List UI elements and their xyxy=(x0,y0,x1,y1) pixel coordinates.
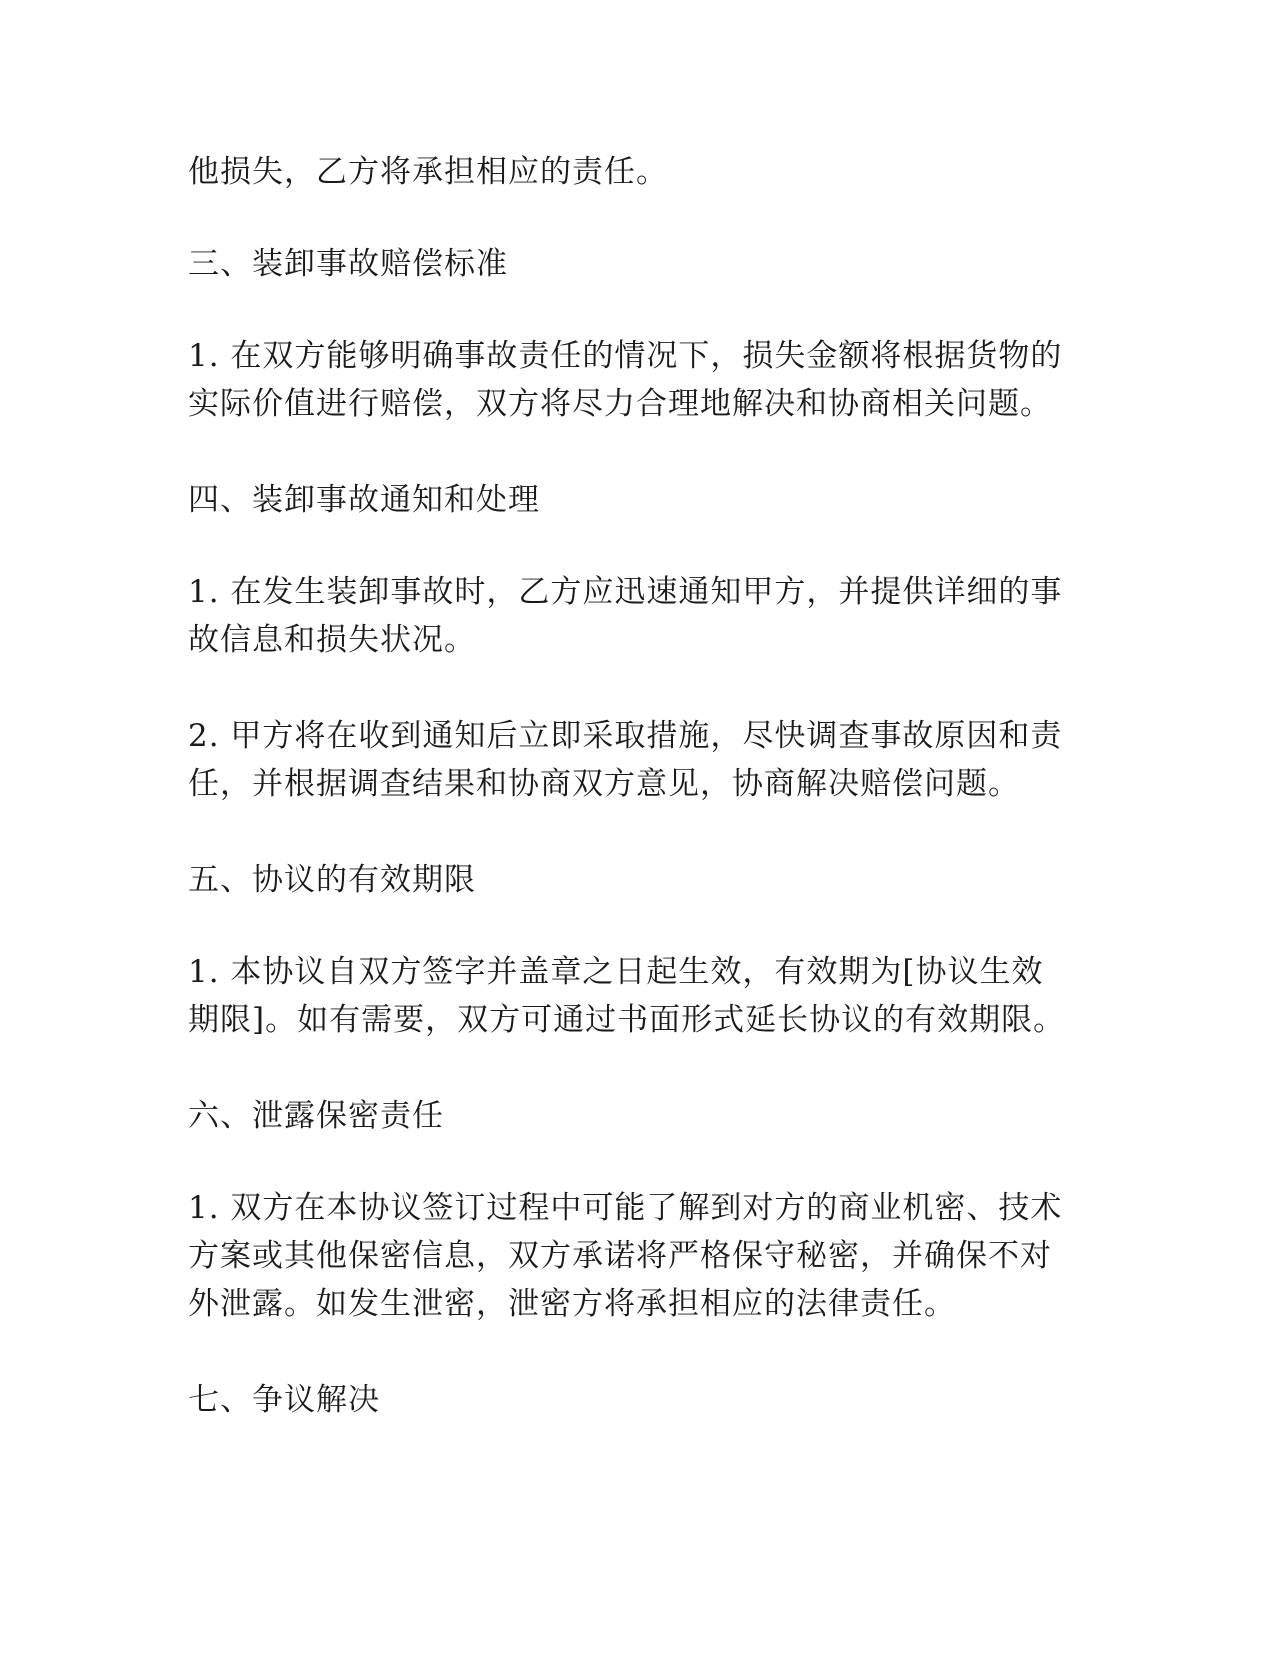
paragraph-line: 期限]。如有需要，双方可通过书面形式延长协议的有效期限。 xyxy=(188,1002,1066,1038)
paragraph-line: 1. 在双方能够明确事故责任的情况下，损失金额将根据货物的 xyxy=(188,338,1063,374)
paragraph-line: 他损失，乙方将承担相应的责任。 xyxy=(188,154,668,190)
section-heading: 五、协议的有效期限 xyxy=(188,862,476,898)
paragraph-line: 任，并根据调查结果和协商双方意见，协商解决赔偿问题。 xyxy=(188,766,1020,802)
paragraph-line: 实际价值进行赔偿，双方将尽力合理地解决和协商相关问题。 xyxy=(188,386,1052,422)
section-heading: 七、争议解决 xyxy=(188,1382,380,1418)
paragraph-line: 故信息和损失状况。 xyxy=(188,622,476,658)
paragraph-line: 2. 甲方将在收到通知后立即采取措施，尽快调查事故原因和责 xyxy=(188,718,1063,754)
paragraph-line: 外泄露。如发生泄密，泄密方将承担相应的法律责任。 xyxy=(188,1286,956,1322)
section-heading: 四、装卸事故通知和处理 xyxy=(188,482,540,518)
paragraph-line: 1. 在发生装卸事故时，乙方应迅速通知甲方，并提供详细的事 xyxy=(188,574,1063,610)
section-heading: 三、装卸事故赔偿标准 xyxy=(188,246,508,282)
section-heading: 六、泄露保密责任 xyxy=(188,1098,444,1134)
paragraph-line: 1. 本协议自双方签字并盖章之日起生效，有效期为[协议生效 xyxy=(188,954,1044,990)
paragraph-line: 方案或其他保密信息，双方承诺将严格保守秘密，并确保不对 xyxy=(188,1238,1052,1274)
paragraph-line: 1. 双方在本协议签订过程中可能了解到对方的商业机密、技术 xyxy=(188,1190,1063,1226)
